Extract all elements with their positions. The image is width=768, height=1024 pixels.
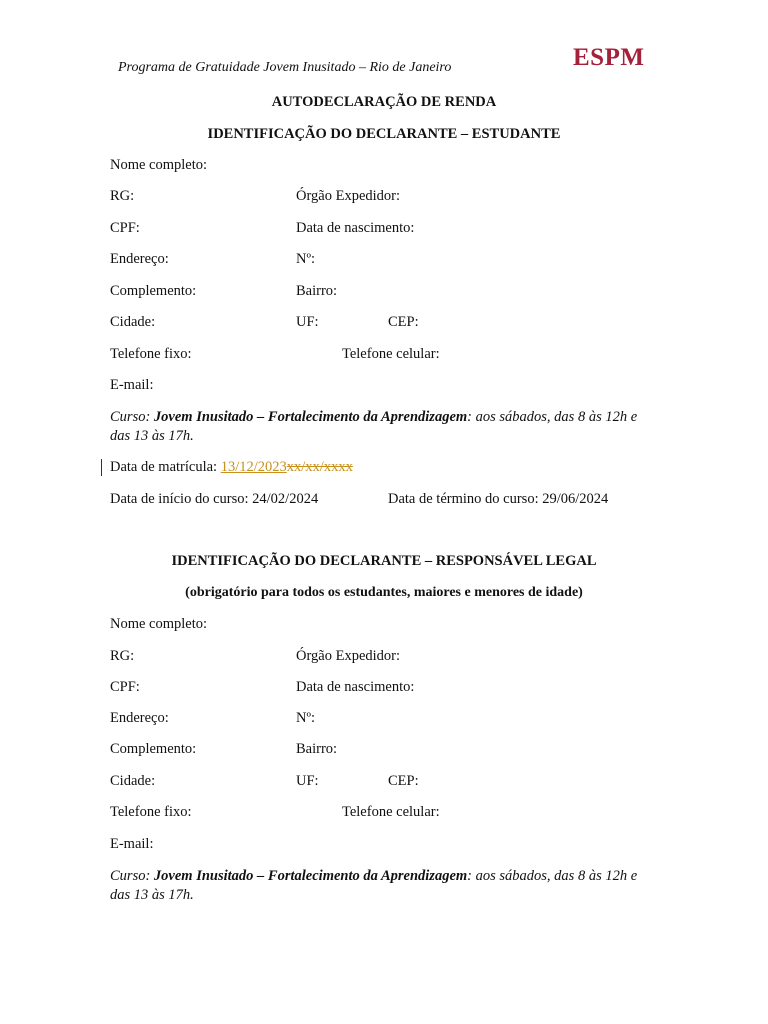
student-matricula-line[interactable]: [110, 459, 353, 476]
guardian-numero-label: Nº:: [296, 710, 315, 726]
matricula-inserted-date[interactable]: 13/12/2023: [220, 459, 287, 475]
student-uf-label: UF:: [296, 314, 319, 330]
matricula-deleted-text[interactable]: xx/xx/xxxx: [286, 459, 353, 475]
guardian-rg-label: RG:: [110, 648, 135, 664]
student-course-info: [110, 408, 650, 446]
student-section-heading: IDENTIFICAÇÃO DO DECLARANTE – ESTUDANTE: [207, 126, 561, 142]
student-telefone-fixo-label: Telefone fixo:: [110, 346, 192, 362]
guardian-nome-label: Nome completo:: [110, 616, 208, 632]
student-orgao-label: Órgão Expedidor:: [296, 188, 401, 204]
course-schedule: : aos sábados, das 8 às 12h e das 13 às 17h.: [110, 868, 638, 903]
guardian-nascimento-label: Data de nascimento:: [296, 679, 415, 695]
guardian-orgao-label: Órgão Expedidor:: [296, 648, 401, 664]
guardian-course-info: [110, 867, 650, 905]
student-cep-label: CEP:: [388, 314, 419, 330]
student-endereco-label: Endereço:: [110, 251, 169, 267]
guardian-complemento-label: Complemento:: [110, 741, 197, 757]
course-schedule: : aos sábados, das 8 às 12h e das 13 às 17h.: [110, 409, 638, 444]
matricula-label: Data de matrícula:: [110, 459, 221, 475]
student-termino-curso: Data de término do curso: 29/06/2024: [388, 491, 609, 507]
student-cpf-label: CPF:: [110, 220, 140, 236]
course-name: Jovem Inusitado – Fortalecimento da Aprendizagem: [153, 868, 468, 884]
document-title: AUTODECLARAÇÃO DE RENDA: [271, 94, 497, 110]
guardian-cep-label: CEP:: [388, 773, 419, 789]
guardian-telefone-fixo-label: Telefone fixo:: [110, 804, 192, 820]
guardian-cpf-label: CPF:: [110, 679, 140, 695]
guardian-email-label: E-mail:: [110, 836, 154, 852]
guardian-uf-label: UF:: [296, 773, 319, 789]
student-nome-label: Nome completo:: [110, 157, 208, 173]
guardian-section-subheading: (obrigatório para todos os estudantes, maiores e menores de idade): [185, 585, 583, 600]
student-cidade-label: Cidade:: [110, 314, 156, 330]
text-cursor: [101, 459, 102, 476]
student-email-label: E-mail:: [110, 377, 154, 393]
guardian-section-heading: IDENTIFICAÇÃO DO DECLARANTE – RESPONSÁVEL LEGAL: [171, 553, 597, 569]
student-numero-label: Nº:: [296, 251, 315, 267]
student-bairro-label: Bairro:: [296, 283, 338, 299]
guardian-cidade-label: Cidade:: [110, 773, 156, 789]
guardian-telefone-celular-label: Telefone celular:: [342, 804, 440, 820]
guardian-endereco-label: Endereço:: [110, 710, 169, 726]
course-label: Curso:: [110, 409, 154, 425]
student-telefone-celular-label: Telefone celular:: [342, 346, 440, 362]
course-name: Jovem Inusitado – Fortalecimento da Aprendizagem: [153, 409, 468, 425]
guardian-bairro-label: Bairro:: [296, 741, 338, 757]
student-inicio-curso: Data de início do curso: 24/02/2024: [110, 491, 319, 507]
student-complemento-label: Complemento:: [110, 283, 197, 299]
student-rg-label: RG:: [110, 188, 135, 204]
student-nascimento-label: Data de nascimento:: [296, 220, 415, 236]
course-label: Curso:: [110, 868, 154, 884]
espm-logo: ESPM: [573, 44, 645, 71]
program-header: Programa de Gratuidade Jovem Inusitado – Rio de Janeiro: [118, 60, 452, 75]
